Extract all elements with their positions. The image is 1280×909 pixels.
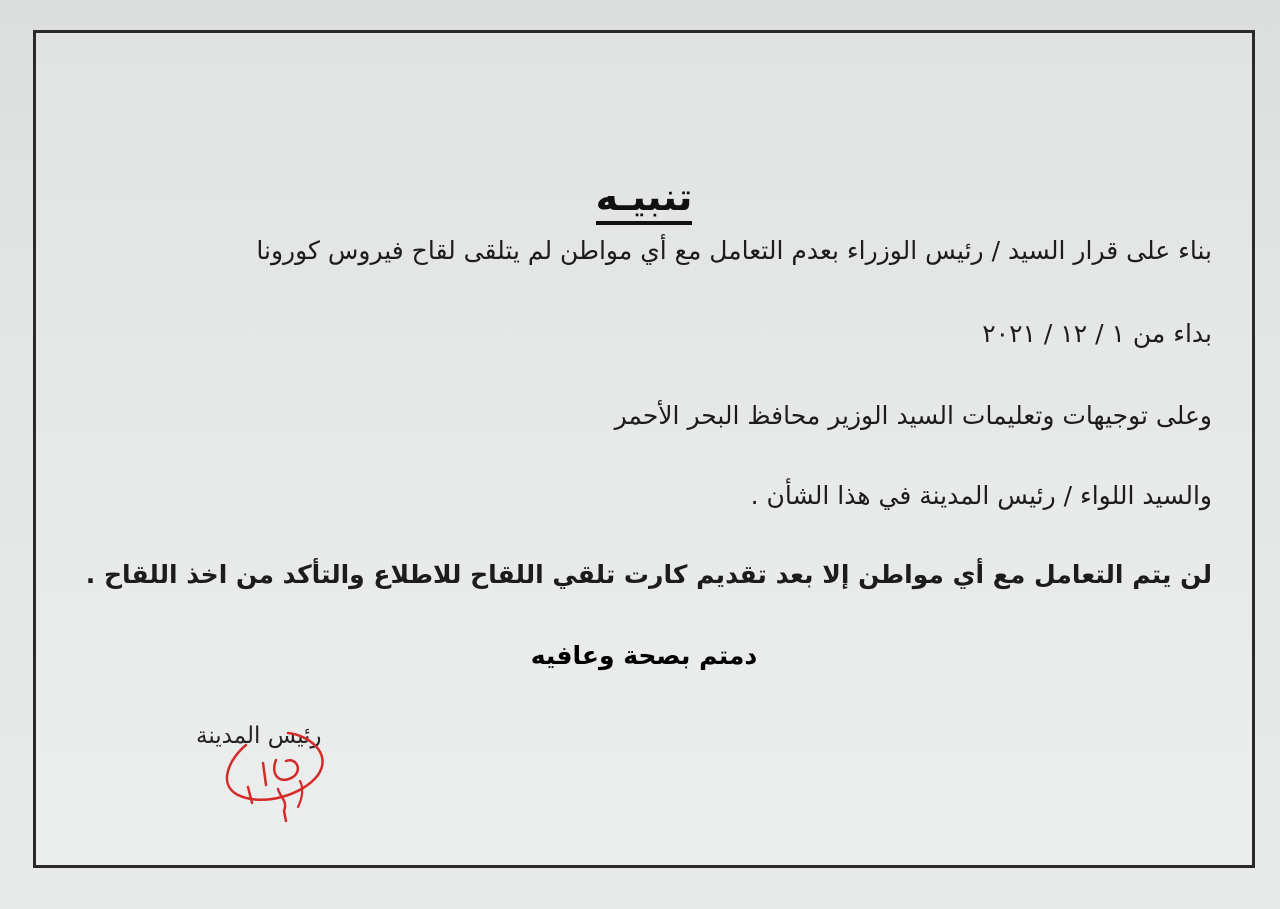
notice-title-text: تنبيـه — [596, 175, 693, 225]
signature-title: رئيس المدينة — [196, 723, 322, 749]
notice-line-1: بناء على قرار السيد / رئيس الوزراء بعدم التعامل مع أي مواطن لم يتلقى لقاح فيروس كورونا — [256, 236, 1212, 265]
notice-line-3: وعلى توجيهات وتعليمات السيد الوزير محافظ البحر الأحمر — [614, 401, 1212, 430]
notice-frame — [33, 30, 1255, 868]
notice-line-4: والسيد اللواء / رئيس المدينة في هذا الشأن . — [750, 481, 1212, 510]
notice-closing: دمتم بصحة وعافيه — [530, 641, 758, 670]
signature-mark — [208, 715, 348, 825]
notice-title — [36, 175, 1252, 219]
notice-line-5: لن يتم التعامل مع أي مواطن إلا بعد تقديم كارت تلقي اللقاح للاطلاع والتأكد من اخذ اللقاح . — [85, 560, 1212, 589]
notice-line-2: بداء من ١ / ١٢ / ٢٠٢١ — [982, 319, 1212, 348]
